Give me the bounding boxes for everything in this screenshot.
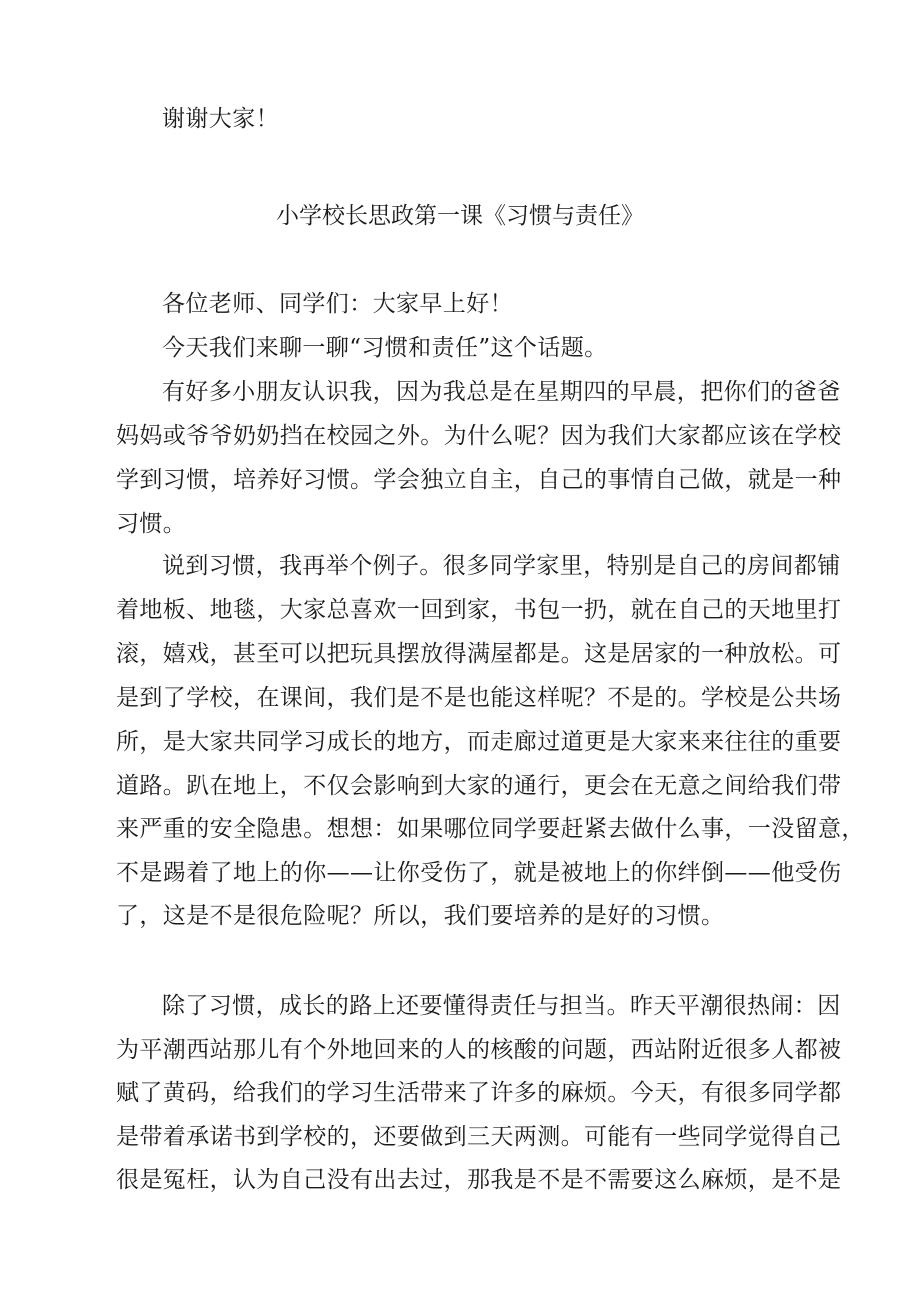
paragraph-2-line-9: 了，这是不是很危险呢？所以，我们要培养的是好的习惯。 <box>116 903 725 929</box>
paragraph-3-line-5: 很是冤枉，认为自己没有出去过，那我是不是不需要这么麻烦，是不是 <box>116 1167 842 1193</box>
paragraph-2-line-8: 不是踢着了地上的你——让你受伤了，就是被地上的你绊倒——他受伤 <box>116 860 842 886</box>
paragraph-2-line-6: 道路。趴在地上，不仅会影响到大家的通行，更会在无意之间给我们带 <box>116 773 842 799</box>
closing-line: 谢谢大家！ <box>162 106 279 132</box>
document-title: 小学校长思政第一课《习惯与责任》 <box>276 203 644 229</box>
paragraph-2-line-7: 来严重的安全隐患。想想：如果哪位同学要赶紧去做什么事，一没留意， <box>116 816 865 842</box>
paragraph-3-line-1: 除了习惯，成长的路上还要懂得责任与担当。昨天平潮很热闹：因 <box>162 993 841 1019</box>
paragraph-2-line-3: 滚，嬉戏，甚至可以把玩具摆放得满屋都是。这是居家的一种放松。可 <box>116 641 842 667</box>
paragraph-3-line-2: 为平潮西站那儿有个外地回来的人的核酸的问题，西站附近很多人都被 <box>116 1037 842 1063</box>
paragraph-1-line-3: 学到习惯，培养好习惯。学会独立自主，自己的事情自己做，就是一种 <box>116 467 842 493</box>
paragraph-1-line-1: 有好多小朋友认识我，因为我总是在星期四的早晨，把你们的爸爸 <box>162 379 841 405</box>
intro-line: 今天我们来聊一聊“习惯和责任”这个话题。 <box>162 335 608 361</box>
paragraph-2-line-2: 着地板、地毯，大家总喜欢一回到家，书包一扔，就在自己的天地里打 <box>116 597 842 623</box>
paragraph-3-line-4: 是带着承诺书到学校的，还要做到三天两测。可能有一些同学觉得自己 <box>116 1124 842 1150</box>
paragraph-3-line-3: 赋了黄码，给我们的学习生活带来了许多的麻烦。今天，有很多同学都 <box>116 1080 842 1106</box>
paragraph-2-line-4: 是到了学校，在课间，我们是不是也能这样呢？不是的。学校是公共场 <box>116 685 842 711</box>
paragraph-1-line-2: 妈妈或爷爷奶奶挡在校园之外。为什么呢？因为我们大家都应该在学校 <box>116 423 842 449</box>
paragraph-2-line-1: 说到习惯，我再举个例子。很多同学家里，特别是自己的房间都铺 <box>162 553 841 579</box>
paragraph-1-line-4: 习惯。 <box>116 511 187 537</box>
greeting-line: 各位老师、同学们：大家早上好！ <box>162 291 513 317</box>
paragraph-2-line-5: 所，是大家共同学习成长的地方，而走廊过道更是大家来来往往的重要 <box>116 729 842 755</box>
